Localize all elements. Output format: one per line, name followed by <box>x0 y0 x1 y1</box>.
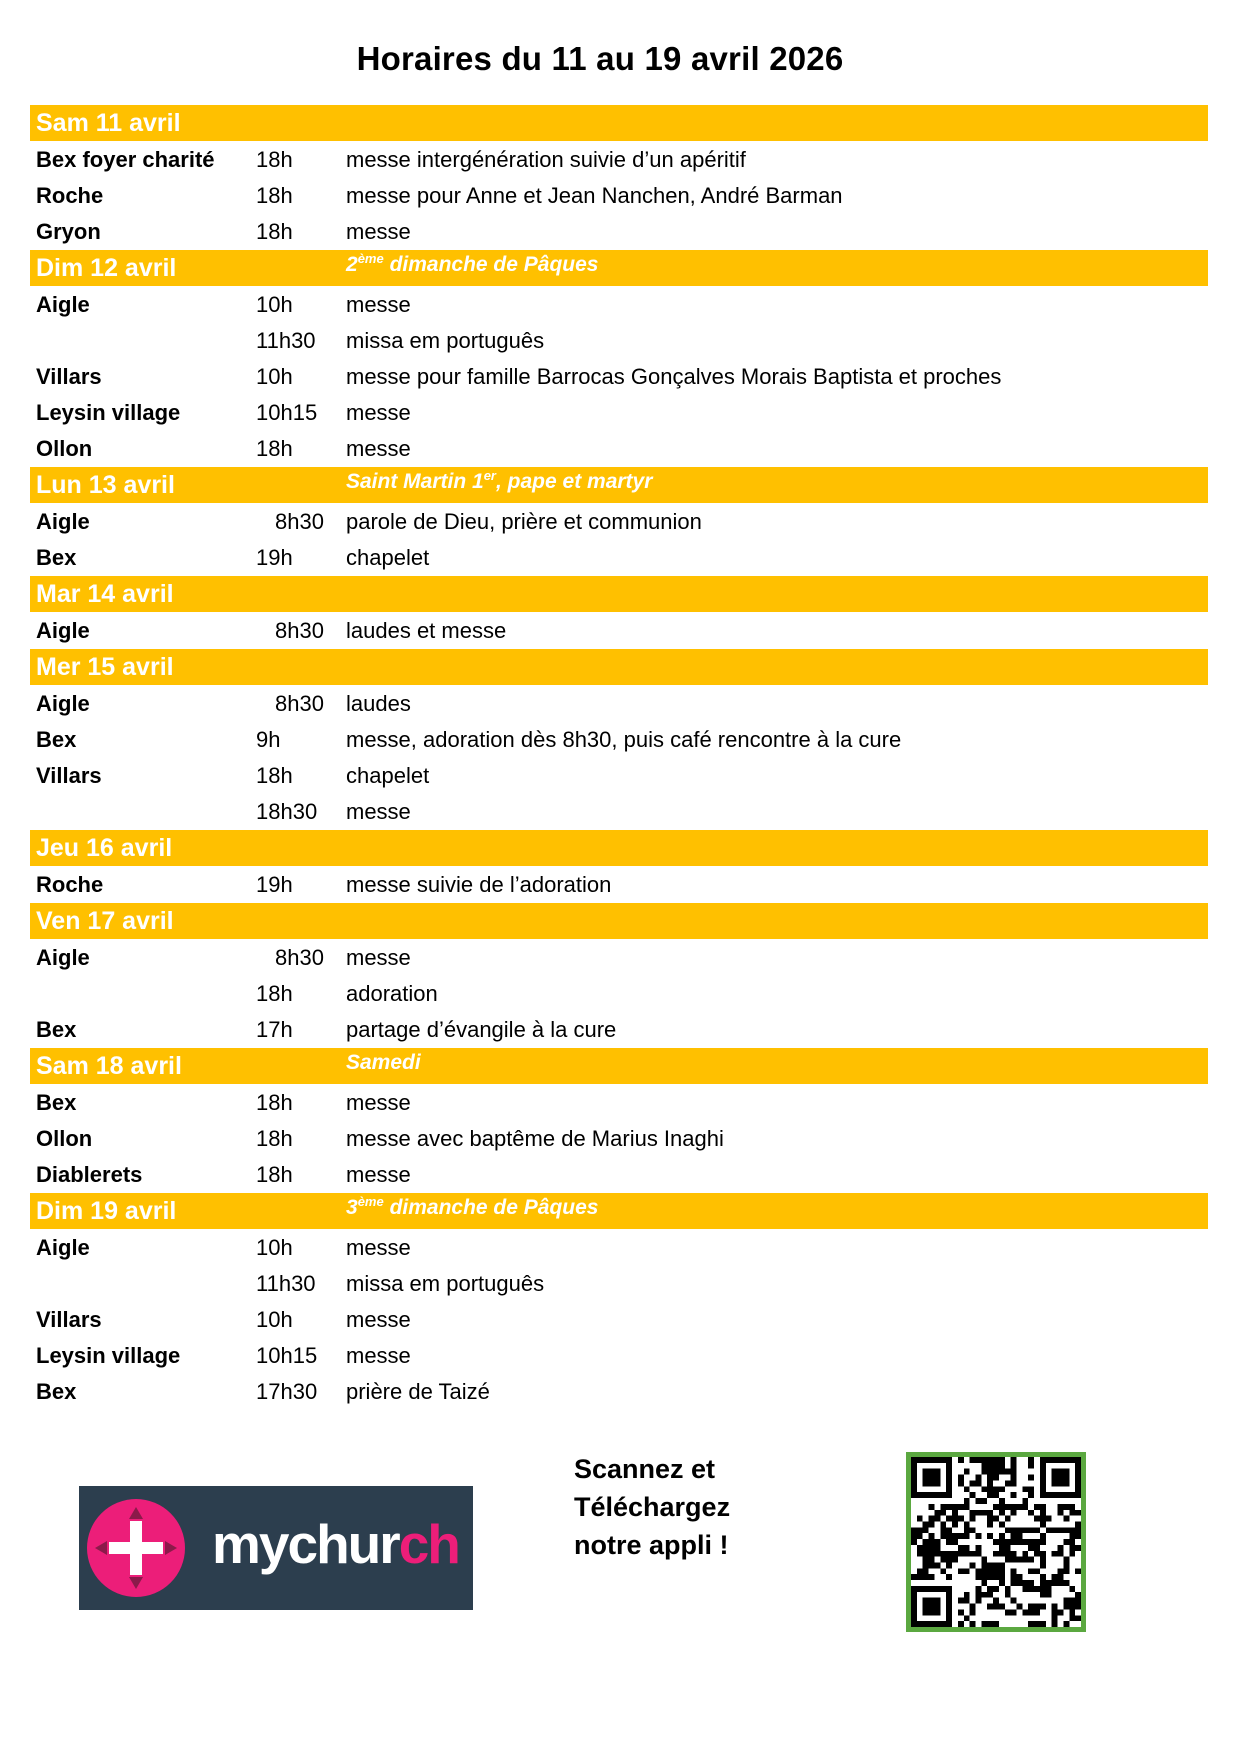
event-description: adoration <box>346 981 438 1006</box>
event-description: messe intergénération suivie d’un apéritif <box>346 147 746 172</box>
schedule-row <box>30 394 1208 430</box>
place-name: Leysin village <box>36 400 181 425</box>
time-value: 11h30 <box>256 1271 316 1296</box>
place-name: Roche <box>36 183 104 208</box>
time-value: 8h30 <box>275 945 324 970</box>
day-header <box>30 903 1208 939</box>
time-value: 10h15 <box>256 400 318 425</box>
place-name: Gryon <box>36 219 101 244</box>
time-value: 18h <box>256 183 293 208</box>
schedule-row <box>30 430 1208 466</box>
place-name: Aigle <box>36 618 90 643</box>
schedule-row <box>30 1011 1208 1047</box>
day-label: Lun 13 avril <box>36 471 175 499</box>
feast-label: Saint Martin 1er, pape et martyr <box>346 468 653 493</box>
schedule-row <box>30 793 1208 829</box>
feast-label: Samedi <box>346 1051 421 1074</box>
day-header <box>30 105 1208 141</box>
schedule-row <box>30 1120 1208 1156</box>
schedule-row <box>30 1373 1208 1409</box>
place-name: Aigle <box>36 1235 90 1260</box>
event-description: messe <box>346 1090 411 1115</box>
feast-label: 3ème dimanche de Pâques <box>346 1194 599 1219</box>
place-name: Aigle <box>36 691 90 716</box>
event-description: parole de Dieu, prière et communion <box>346 509 702 534</box>
time-value: 8h30 <box>275 691 324 716</box>
schedule-row <box>30 866 1208 902</box>
time-value: 18h <box>256 1090 293 1115</box>
time-value: 10h <box>256 1235 293 1260</box>
schedule-row <box>30 358 1208 394</box>
place-name: Villars <box>36 1307 102 1332</box>
time-value: 19h <box>256 872 293 897</box>
time-value: 19h <box>256 545 293 570</box>
place-name: Bex <box>36 1379 77 1404</box>
schedule-row <box>30 177 1208 213</box>
event-description: messe suivie de l’adoration <box>346 872 612 897</box>
day-header <box>30 467 1208 503</box>
time-value: 10h <box>256 292 293 317</box>
time-value: 8h30 <box>275 509 324 534</box>
event-description: messe <box>346 436 411 461</box>
event-description: messe, adoration dès 8h30, puis café rencontre à la cure <box>346 727 902 752</box>
place-name: Villars <box>36 364 102 389</box>
schedule-row <box>30 322 1208 358</box>
time-value: 18h <box>256 1126 293 1151</box>
time-value: 9h <box>256 727 281 752</box>
time-value: 10h <box>256 364 293 389</box>
day-header <box>30 250 1208 286</box>
event-description: chapelet <box>346 545 430 570</box>
page-title: Horaires du 11 au 19 avril 2026 <box>356 40 844 77</box>
day-header <box>30 649 1208 685</box>
schedule-row <box>30 685 1208 721</box>
mychurch-logo[interactable] <box>79 1486 473 1610</box>
schedule-row <box>30 286 1208 322</box>
place-name: Bex <box>36 727 77 752</box>
place-name: Aigle <box>36 945 90 970</box>
place-name: Bex <box>36 1090 77 1115</box>
day-label: Mer 15 avril <box>36 653 174 681</box>
schedule-row <box>30 539 1208 575</box>
place-name: Diablerets <box>36 1162 143 1187</box>
scan-line-3: notre appli ! <box>574 1530 729 1560</box>
event-description: missa em português <box>346 328 545 353</box>
schedule-row <box>30 1265 1208 1301</box>
event-description: messe <box>346 799 411 824</box>
event-description: messe <box>346 1162 411 1187</box>
event-description: messe <box>346 945 411 970</box>
time-value: 18h <box>256 1162 293 1187</box>
day-label: Sam 18 avril <box>36 1052 182 1080</box>
day-label: Dim 19 avril <box>36 1197 177 1225</box>
time-value: 11h30 <box>256 328 316 353</box>
day-label: Jeu 16 avril <box>36 834 173 862</box>
schedule-row <box>30 213 1208 249</box>
event-description: messe avec baptême de Marius Inaghi <box>346 1126 724 1151</box>
day-label: Ven 17 avril <box>36 907 174 935</box>
day-header <box>30 576 1208 612</box>
schedule-row <box>30 1156 1208 1192</box>
place-name: Leysin village <box>36 1343 181 1368</box>
time-value: 10h15 <box>256 1343 318 1368</box>
day-label: Dim 12 avril <box>36 254 177 282</box>
day-header <box>30 1193 1208 1229</box>
logo-wordmark: mychurch <box>212 1513 459 1575</box>
place-name: Bex <box>36 1017 77 1042</box>
day-header <box>30 1048 1208 1084</box>
time-value: 18h <box>256 763 293 788</box>
time-value: 10h <box>256 1307 293 1332</box>
event-description: laudes et messe <box>346 618 507 643</box>
day-label: Sam 11 avril <box>36 109 181 137</box>
event-description: messe <box>346 292 411 317</box>
schedule-table <box>30 104 1208 1409</box>
time-value: 18h <box>256 147 293 172</box>
event-description: messe pour famille Barrocas Gonçalves Morais Baptista et proches <box>346 364 1002 389</box>
event-description: laudes <box>346 691 411 716</box>
schedule-row <box>30 612 1208 648</box>
event-description: partage d’évangile à la cure <box>346 1017 617 1042</box>
schedule-row <box>30 939 1208 975</box>
scan-line-2: Téléchargez <box>574 1492 731 1522</box>
schedule-row <box>30 1084 1208 1120</box>
time-value: 18h <box>256 436 293 461</box>
time-value: 17h <box>256 1017 293 1042</box>
schedule-row <box>30 1301 1208 1337</box>
place-name: Bex foyer charité <box>36 147 215 172</box>
scan-line-1: Scannez et <box>574 1454 716 1484</box>
time-value: 18h30 <box>256 799 318 824</box>
event-description: chapelet <box>346 763 430 788</box>
schedule-row <box>30 1229 1208 1265</box>
mychurch-plus-icon <box>87 1499 185 1597</box>
place-name: Ollon <box>36 1126 93 1151</box>
event-description: messe <box>346 1343 411 1368</box>
time-value: 8h30 <box>275 618 324 643</box>
time-value: 18h <box>256 219 293 244</box>
schedule-row <box>30 141 1208 177</box>
feast-label: 2ème dimanche de Pâques <box>346 251 599 276</box>
event-description: messe pour Anne et Jean Nanchen, André Barman <box>346 183 843 208</box>
event-description: missa em português <box>346 1271 545 1296</box>
schedule-row <box>30 975 1208 1011</box>
schedule-row <box>30 721 1208 757</box>
day-label: Mar 14 avril <box>36 580 174 608</box>
event-description: messe <box>346 1235 411 1260</box>
place-name: Aigle <box>36 509 90 534</box>
event-description: messe <box>346 219 411 244</box>
time-value: 18h <box>256 981 293 1006</box>
place-name: Aigle <box>36 292 90 317</box>
schedule-row <box>30 1337 1208 1373</box>
event-description: messe <box>346 1307 411 1332</box>
event-description: messe <box>346 400 411 425</box>
place-name: Villars <box>36 763 102 788</box>
schedule-row <box>30 503 1208 539</box>
schedule-row <box>30 757 1208 793</box>
event-description: prière de Taizé <box>346 1379 490 1404</box>
day-header <box>30 830 1208 866</box>
place-name: Roche <box>36 872 104 897</box>
place-name: Bex <box>36 545 77 570</box>
qr-code-icon[interactable] <box>906 1452 1086 1632</box>
scan-prompt <box>574 1450 730 1564</box>
place-name: Ollon <box>36 436 93 461</box>
time-value: 17h30 <box>256 1379 318 1404</box>
